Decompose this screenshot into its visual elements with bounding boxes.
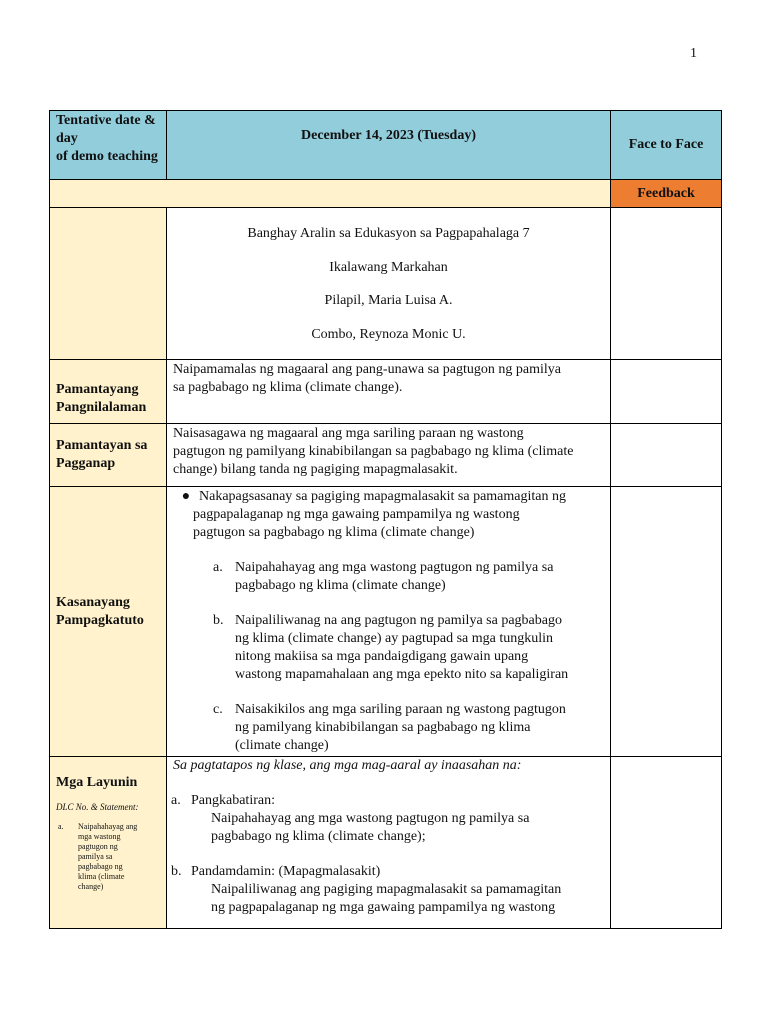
- objective-item-a: [167, 792, 610, 810]
- objectives-title: Mga Layunin: [56, 775, 138, 790]
- demo-date: December 14, 2023 (Tuesday): [301, 128, 476, 143]
- feedback-cell: [611, 424, 722, 487]
- text-line: change) bilang tanda ng pagiging mapagmalasakit.: [173, 462, 458, 477]
- text-line: wastong mapamahalaan ang mga epekto nito sa kapaligiran: [235, 667, 569, 682]
- text-line: Naipaliliwanag ang pagiging mapagmalasakit sa pamamagitan: [211, 882, 562, 897]
- title-line-author-2: Combo, Reynoza Monic U.: [311, 326, 466, 342]
- learning-competency-label: [50, 487, 167, 757]
- text-line: sa pagbabago ng klima (climate change).: [173, 380, 403, 395]
- item-marker: a.: [213, 560, 223, 575]
- label-line: Pangnilalaman: [56, 399, 147, 415]
- bullet-icon: ●: [181, 489, 191, 504]
- label-line: Pamantayan sa: [56, 438, 148, 453]
- text-line: ng pamilyang kinabibilangan sa pagbabago ng klima: [235, 720, 531, 735]
- text-line: Naisakikilos ang mga sariling paraan ng wastong pagtugon: [235, 702, 566, 717]
- feedback-label: Feedback: [637, 185, 695, 201]
- objectives-label: [50, 757, 167, 929]
- text-line: mga wastong: [78, 832, 121, 841]
- text-line: pagpapalaganap ng mga gawaing pampamilya ng wastong: [193, 507, 520, 522]
- content-standard-label: [50, 360, 167, 424]
- title-line-author-1: Pilapil, Maria Luisa A.: [324, 293, 453, 308]
- feedback-cell: [611, 757, 722, 929]
- feedback-cell: [611, 208, 722, 360]
- demo-date-cell: [167, 111, 611, 180]
- text-line: (climate change): [235, 738, 329, 753]
- text-line: pagtugon sa pagbabago ng klima (climate change): [193, 525, 475, 540]
- item-marker: a.: [171, 793, 181, 808]
- title-line-subject: Banghay Aralin sa Edukasyon sa Pagpapahalaga 7: [247, 226, 530, 241]
- objective-item-b: [167, 863, 610, 881]
- learning-competency-text: [167, 487, 611, 757]
- competency-item-b: [167, 612, 610, 684]
- title-label-cell: [50, 208, 167, 360]
- text-line: Naipaliliwanag na ang pagtugon ng pamilya sa pagbabago: [235, 613, 562, 628]
- text-line: pamilya sa: [78, 852, 113, 861]
- text-line: change): [78, 882, 104, 891]
- page-number: 1: [690, 46, 697, 61]
- text-line: pagtugon ng: [78, 842, 118, 851]
- text-line: pagbabago ng: [78, 862, 123, 871]
- text-line: Nakapagsasanay sa pagiging mapagmalasakit sa pamamagitan ng: [199, 489, 566, 504]
- delivery-mode: Face to Face: [628, 137, 704, 152]
- text-line: ng pagpapalaganap ng mga gawaing pampamilya ng wastong: [211, 900, 556, 915]
- objectives-intro: Sa pagtatapos ng klase, ang mga mag-aaral ay inaasahan na:: [173, 758, 522, 773]
- text-line: Naipahahayag ang mga wastong pagtugon ng pamilya sa: [211, 811, 530, 826]
- performance-standard-label: [50, 424, 167, 487]
- feedback-cell: [611, 487, 722, 757]
- label-line: Kasanayang: [56, 594, 130, 610]
- feedback-cell: [611, 360, 722, 424]
- delivery-mode-cell: [611, 111, 722, 180]
- demo-date-label: [50, 111, 167, 180]
- text-line: nitong makiisa sa mga pandaigdigang gawain upang: [235, 649, 529, 664]
- dlc-label: DLC No. & Statement:: [56, 802, 139, 812]
- demo-date-label-line: of demo teaching: [56, 149, 158, 164]
- item-marker: c.: [213, 702, 223, 717]
- item-marker: b.: [171, 864, 182, 879]
- text-line: Naisasagawa ng magaaral ang mga sariling paraan ng wastong: [173, 426, 524, 441]
- text-line: klima (climate: [78, 872, 125, 881]
- demo-date-label-line: Tentative date &: [56, 113, 156, 128]
- text-line: pagbabago ng klima (climate change);: [211, 829, 426, 844]
- label-line: Pagganap: [56, 456, 116, 471]
- objective-heading: Pangkabatiran:: [191, 793, 275, 808]
- dlc-item: [56, 822, 162, 892]
- title-line-quarter: Ikalawang Markahan: [329, 259, 448, 275]
- label-line: Pampagkatuto: [56, 612, 144, 628]
- feedback-spacer: [50, 180, 611, 208]
- feedback-header: [611, 180, 722, 208]
- competency-bullet: [167, 488, 610, 542]
- objective-heading: Pandamdamin: (Mapagmalasakit): [191, 864, 381, 879]
- text-line: pagbabago ng klima (climate change): [235, 578, 446, 593]
- label-line: Pamantayang: [56, 381, 139, 397]
- demo-date-label-line: day: [56, 131, 78, 146]
- text-line: pagtugon ng pamilyang kinabibilangan sa pagbabago ng klima (climate: [173, 444, 574, 459]
- text-line: ng klima (climate change) ay pagtupad sa mga tungkulin: [235, 631, 554, 646]
- text-line: Naipamamalas ng magaaral ang pang-unawa sa pagtugon ng pamilya: [173, 362, 561, 377]
- competency-item-c: [167, 701, 610, 755]
- text-line: Naipahahayag ang mga wastong pagtugon ng pamilya sa: [235, 560, 554, 575]
- item-marker: a.: [58, 822, 64, 831]
- content-standard-text: [167, 360, 611, 424]
- lesson-plan-table: [49, 110, 722, 929]
- competency-item-a: [167, 559, 610, 595]
- item-marker: b.: [213, 613, 224, 628]
- title-block: [167, 208, 611, 360]
- objectives-text: [167, 757, 611, 929]
- text-line: Naipahahayag ang: [78, 822, 138, 831]
- performance-standard-text: [167, 424, 611, 487]
